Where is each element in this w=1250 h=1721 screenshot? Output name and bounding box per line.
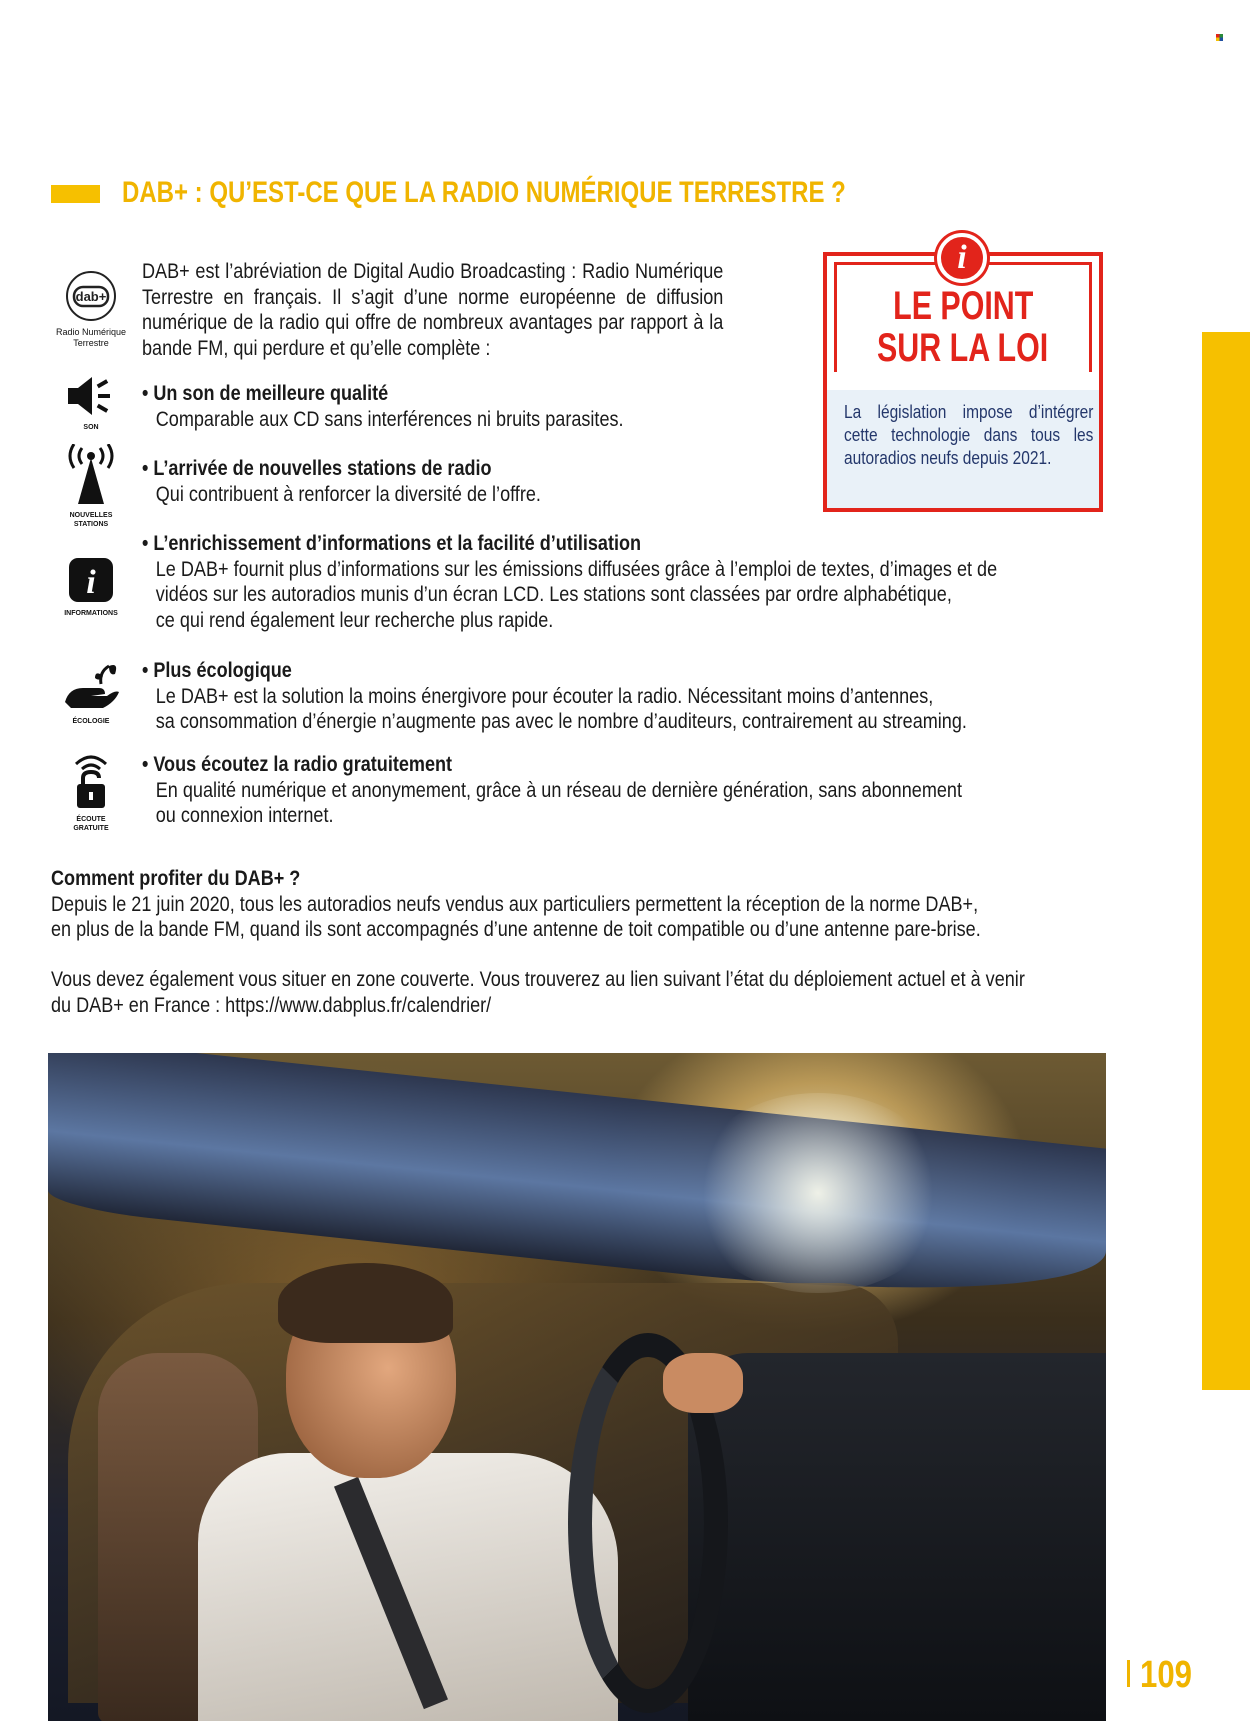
car-dashboard (688, 1353, 1106, 1721)
benefit-icon-group-info (48, 556, 134, 618)
intro-paragraph: DAB+ est l’abréviation de Digital Audio Broadcasting : Radio Numérique Terrestre en français. Il s’agit d’une norme européenne de diffusion numérique de la radio qui offre de nombreux avantages par rapport à la bande FM, qui perdure et qu’elle complète : (142, 260, 724, 360)
benefit-free-title: • Vous écoutez la radio gratuitement (142, 753, 453, 776)
benefit-ecology (142, 658, 967, 735)
page-number-divider (1127, 1660, 1130, 1687)
driver-hair (278, 1263, 453, 1343)
benefit-icon-group-stations (48, 444, 134, 529)
dab-logo-text: dab+ (75, 289, 107, 304)
info-caption: INFORMATIONS (64, 610, 118, 617)
intro-icon-group (48, 270, 134, 349)
how-to-heading: Comment profiter du DAB+ ? (51, 867, 301, 890)
law-box-text: La législation impose d’intégrer cette technologie dans tous les autoradios neufs depuis 2021. (844, 402, 1094, 468)
dab-radio-icon (65, 270, 117, 322)
coverage-paragraph (51, 967, 1025, 1018)
benefit-info-line-2: vidéos sur les autoradios munis d’un écran LCD. Les stations sont classées par ordre alphabétique, (155, 583, 952, 606)
law-box-title (834, 285, 1092, 369)
benefit-info-line-3: ce qui rend également leur recherche plus rapide. (155, 608, 554, 632)
stations-caption-1: NOUVELLES (69, 512, 113, 519)
benefit-ecology-title: • Plus écologique (142, 659, 292, 682)
benefit-info-line-1: Le DAB+ fournit plus d’informations sur les émissions diffusées grâce à l’emploi de textes, d’images et de (155, 557, 998, 581)
page-title: DAB+ : QU’EST-CE QUE LA RADIO NUMÉRIQUE TERRESTRE ? (122, 176, 846, 209)
benefit-sound-title: • Un son de meilleure qualité (142, 382, 389, 405)
law-title-line2: SUR LA LOI (877, 326, 1049, 370)
benefit-free-line-2: ou connexion internet. (155, 804, 334, 827)
benefit-sound (142, 381, 624, 432)
side-accent-bar (1202, 332, 1250, 1390)
benefit-icon-group-free (48, 752, 134, 833)
law-title-line1: LE POINT (892, 284, 1034, 328)
coverage-line1: Vous devez également vous situer en zone couverte. Vous trouverez au lien suivant l’état du déploiement actuel et à venir (51, 968, 1025, 991)
driver-photo (48, 1053, 1106, 1721)
ecology-hand-icon (61, 658, 121, 712)
svg-text:i: i (86, 564, 96, 601)
benefit-icon-group-sound (48, 374, 134, 432)
benefit-stations-line: Qui contribuent à renforcer la diversité de l’offre. (155, 482, 541, 506)
coverage-line2: du DAB+ en France : https://www.dabplus.fr/calendrier/ (51, 993, 492, 1017)
benefit-stations (142, 456, 541, 507)
info-icon (67, 556, 115, 604)
free-caption-2: GRATUITE (73, 825, 109, 832)
benefit-icon-group-ecology (48, 658, 134, 726)
free-lock-icon (68, 752, 114, 810)
law-info-icon: i (937, 233, 987, 283)
ecology-caption: ÉCOLOGIE (72, 718, 110, 725)
sun-flare (688, 1093, 948, 1293)
benefit-free (142, 752, 962, 829)
title-accent-bar (51, 185, 100, 203)
how-to-para1-line1: Depuis le 21 juin 2020, tous les autoradios neufs vendus aux particuliers permettent la réception de la norme DAB+, (51, 892, 979, 916)
speaker-icon (64, 374, 118, 418)
benefit-ecology-line-1: Le DAB+ est la solution la moins énergivore pour écouter la radio. Nécessitant moins d’antennes, (155, 684, 934, 708)
benefit-stations-title: • L’arrivée de nouvelles stations de radio (142, 457, 492, 480)
page-number: 109 (1140, 1654, 1192, 1696)
benefit-sound-line: Comparable aux CD sans interférences ni bruits parasites. (155, 407, 624, 431)
sound-caption: SON (83, 424, 99, 431)
intro-icon-caption: Radio Numérique Terrestre (55, 327, 127, 348)
antenna-icon (62, 444, 120, 506)
benefit-info-title: • L’enrichissement d’informations et la facilité d’utilisation (142, 532, 642, 555)
benefit-ecology-line-2: sa consommation d’énergie n’augmente pas avec le nombre d’auditeurs, contrairement au streaming. (155, 710, 967, 733)
free-caption-1: ÉCOUTE (76, 816, 106, 823)
how-to-para1-line2: en plus de la bande FM, quand ils sont accompagnés d’une antenne de toit compatible ou d’une antenne pare-brise. (51, 918, 981, 941)
stations-caption-2: STATIONS (73, 521, 109, 528)
driver-hand (663, 1353, 743, 1413)
benefit-info (142, 531, 997, 633)
how-to-section (51, 866, 981, 943)
driver-shirt (198, 1453, 618, 1721)
benefit-free-line-1: En qualité numérique et anonymement, grâce à un réseau de dernière génération, sans abonnement (155, 778, 962, 802)
print-color-mark (1216, 34, 1223, 41)
